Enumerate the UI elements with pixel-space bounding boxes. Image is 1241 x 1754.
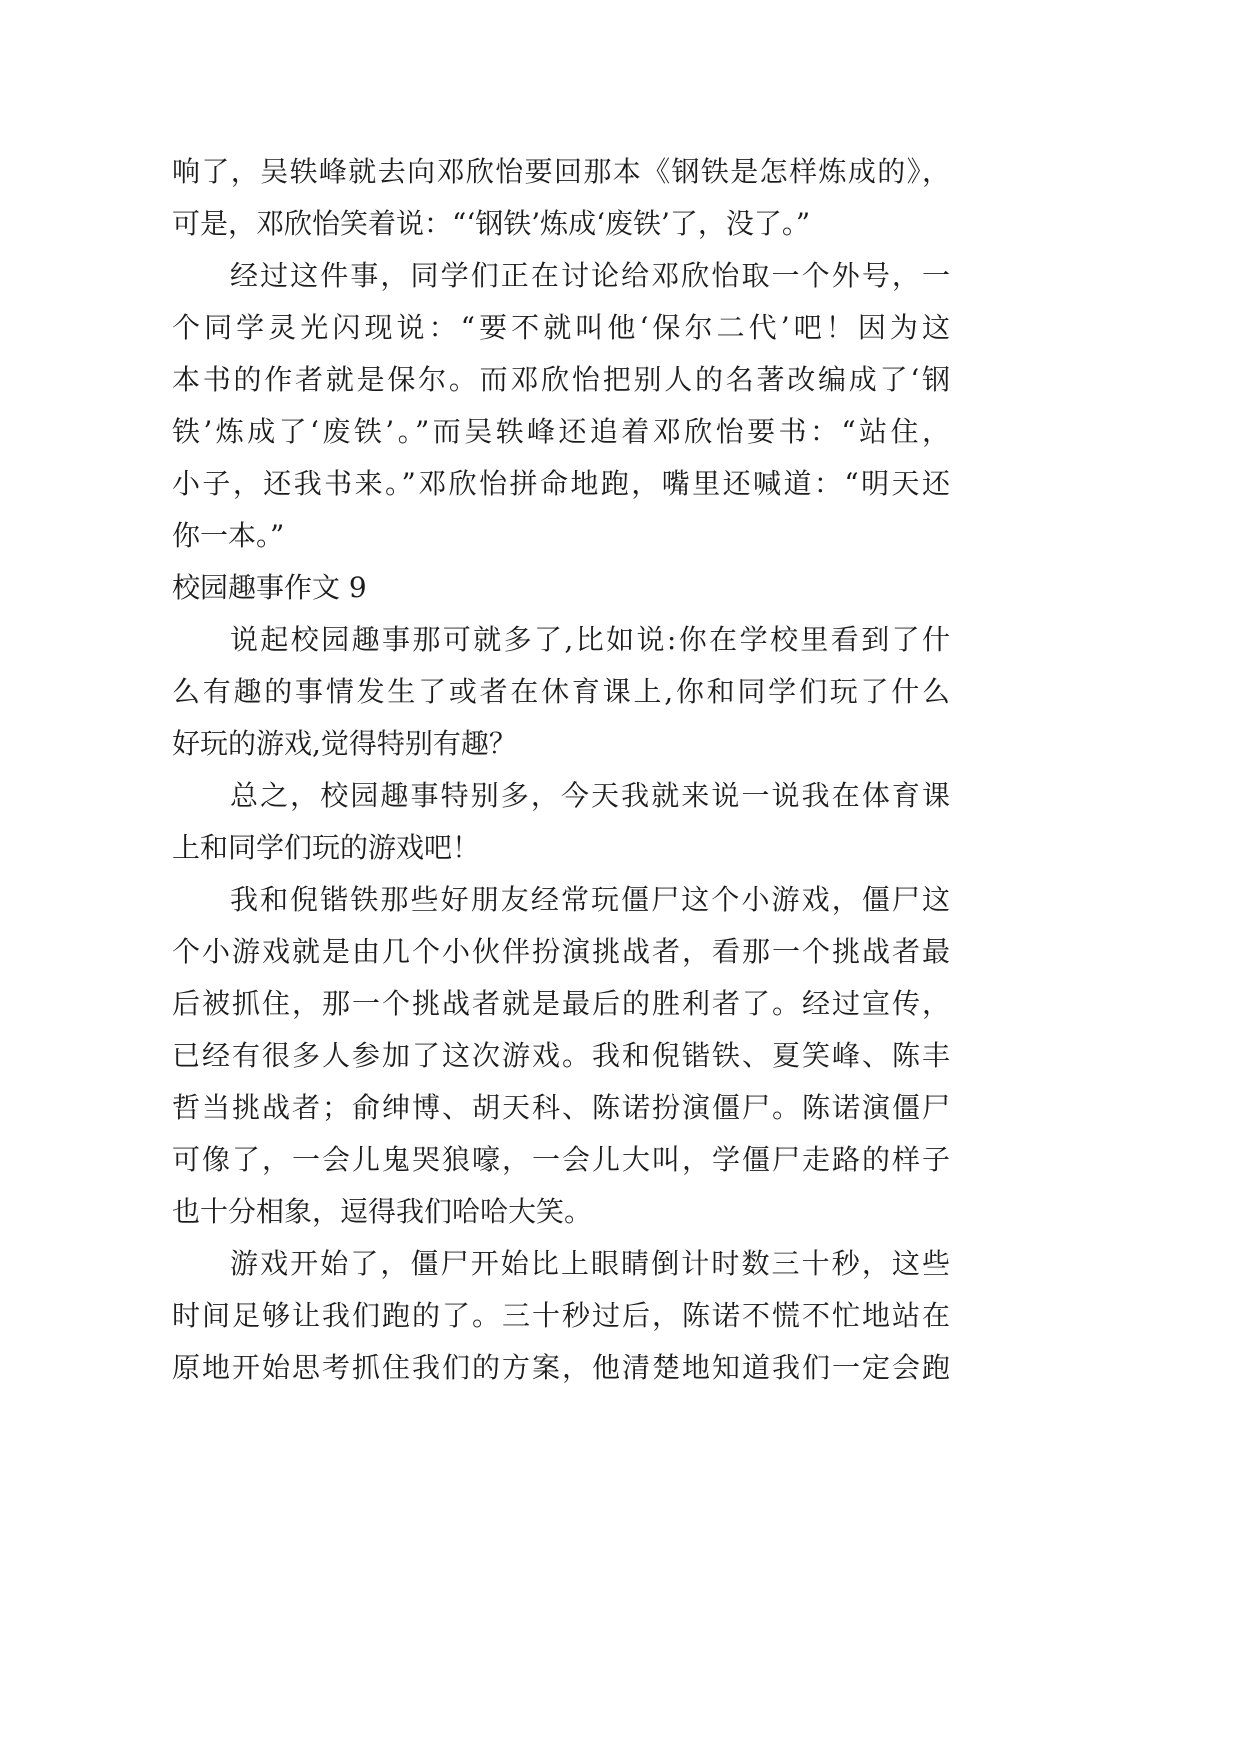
text-line: 么有趣的事情发生了或者在休育课上,你和同学们玩了什么 <box>172 675 950 708</box>
paragraph <box>172 874 950 1238</box>
text-line: 个小游戏就是由几个小伙伴扮演挑战者，看那一个挑战者最 <box>172 935 950 968</box>
essay-title: 校园趣事作文 9 <box>172 571 367 604</box>
text-line: 上和同学们玩的游戏吧！ <box>172 831 481 864</box>
text-line: 你一本。” <box>172 519 285 552</box>
text-line: 我和倪锴铁那些好朋友经常玩僵尸这个小游戏，僵尸这 <box>230 883 950 916</box>
paragraph <box>172 250 950 562</box>
text-line: 时间足够让我们跑的了。三十秒过后，陈诺不慌不忙地站在 <box>172 1299 950 1332</box>
text-line: 经过这件事，同学们正在讨论给邓欣怡取一个外号，一 <box>230 259 950 292</box>
text-line: 已经有很多人参加了这次游戏。我和倪锴铁、夏笑峰、陈丰 <box>172 1039 950 1072</box>
text-line: 可是，邓欣怡笑着说：“‘钢铁’炼成‘废铁’了，没了。” <box>172 207 811 240</box>
text-line: 本书的作者就是保尔。而邓欣怡把别人的名著改编成了‘钢 <box>172 363 950 396</box>
text-line: 后被抓住，那一个挑战者就是最后的胜利者了。经过宣传， <box>172 987 950 1020</box>
text-line: 哲当挑战者；俞绅博、胡天科、陈诺扮演僵尸。陈诺演僵尸 <box>172 1091 950 1124</box>
text-line: 也十分相象，逗得我们哈哈大笑。 <box>172 1195 593 1228</box>
paragraph <box>172 146 950 250</box>
text-line: 小子，还我书来。”邓欣怡拼命地跑，嘴里还喊道：“明天还 <box>172 467 950 500</box>
text-line: 响了，吴轶峰就去向邓欣怡要回那本《钢铁是怎样炼成的》， <box>172 155 950 188</box>
paragraph <box>172 1238 950 1394</box>
page-body <box>172 146 950 1394</box>
paragraph <box>172 614 950 770</box>
text-line: 说起校园趣事那可就多了,比如说:你在学校里看到了什 <box>230 623 950 656</box>
text-line: 可像了，一会儿鬼哭狼嚎，一会儿大叫，学僵尸走路的样子 <box>172 1143 950 1176</box>
text-line: 个同学灵光闪现说：“要不就叫他‘保尔二代’吧！因为这 <box>172 311 950 344</box>
text-line: 铁’炼成了‘废铁’。”而吴轶峰还追着邓欣怡要书：“站住， <box>172 415 950 448</box>
text-line: 总之，校园趣事特别多，今天我就来说一说我在体育课 <box>230 779 950 812</box>
text-line: 游戏开始了，僵尸开始比上眼睛倒计时数三十秒，这些 <box>230 1247 950 1280</box>
text-line: 好玩的游戏,觉得特别有趣？ <box>172 727 517 760</box>
text-line: 原地开始思考抓住我们的方案，他清楚地知道我们一定会跑 <box>172 1351 950 1384</box>
paragraph <box>172 770 950 874</box>
